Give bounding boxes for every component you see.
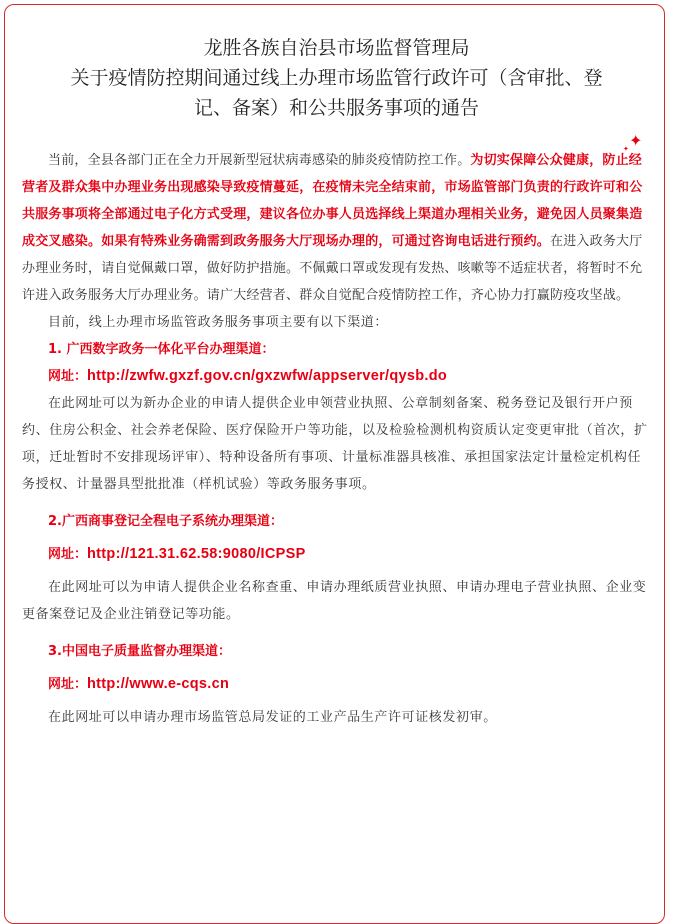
channels-intro: 目前，线上办理市场监管政务服务事项主要有以下渠道： — [48, 315, 389, 330]
channel-1-url-line — [22, 363, 652, 390]
channel-1-heading: 1. 广西数字政务一体化平台办理渠道： — [48, 342, 275, 357]
channel-2-description: 在此网址可以为申请人提供企业名称查重、申请办理纸质营业执照、申请办理电子营业执照、企业变更备案登记及企业注销登记等功能。 — [22, 580, 647, 622]
intro-text-a: 当前，全县各部门正在全力开展新型冠状病毒感染的肺炎疫情防控工作。 — [48, 153, 471, 168]
channel-1-url-label: 网址： — [48, 369, 88, 384]
notice-title-line-1: 龙胜各族自治县市场监督管理局 — [203, 37, 470, 59]
sparkle-icon: ✦ — [629, 131, 643, 150]
channel-3-heading: 3.中国电子质量监督办理渠道： — [48, 644, 231, 659]
channel-3-url-label: 网址： — [48, 677, 88, 692]
intro-text-b: 在进入政务大厅办理业务时，请自觉佩戴口罩，做好防护措施。不佩戴口罩或发现有发热、咳嗽等不适症状者，将暂时不允许进入政务服务大厅办理业务。请广大经营者、群众自觉配合疫情防控工作，齐心协力打赢防疫攻坚战。 — [22, 234, 643, 303]
channel-1-url-link[interactable]: http://zwfw.gxzf.gov.cn/gxzwfw/appserver/qysb.do — [87, 368, 448, 384]
channel-2-url-link[interactable]: http://121.31.62.58:9080/ICPSP — [87, 546, 306, 562]
channel-1-description: 在此网址可以为新办企业的申请人提供企业申领营业执照、公章制刻备案、税务登记及银行开户预约、住房公积金、社会养老保险、医疗保险开户等功能，以及检验检测机构资质认定变更审批（首次，扩项，迁址暂时不安排现场评审）、特种设备所有事项、计量标准器具核准、承担国家法定计量检定机构任务授权、计量器具型批批准（样机试验）等政务服务事项。 — [22, 396, 648, 492]
small-sparkle-icon: ✦ — [623, 145, 629, 153]
notice-title-line-2: 关于疫情防控期间通过线上办理市场监管行政许可（含审批、登 — [70, 67, 603, 89]
intro-emphasis: 为切实保障公众健康，防止经营者及群众集中办理业务出现感染导致疫情蔓延，在疫情未完全结束前，市场监管部门负责的行政许可和公共服务事项将全部通过电子化方式受理，建议各位办事人员选择线上渠道办理相关业务，避免因人员聚集造成交叉感染。如果有特殊业务确需到政务服务大厅现场办理的，可通过咨询电话进行预约。 — [22, 153, 643, 249]
channel-2-url-line — [22, 541, 652, 568]
channel-3-url-link[interactable]: http://www.e-cqs.cn — [87, 676, 230, 692]
notice-title-line-3: 记、备案）和公共服务事项的通告 — [193, 97, 479, 119]
channel-3-description: 在此网址可以申请办理市场监管总局发证的工业产品生产许可证核发初审。 — [48, 710, 497, 725]
channel-2-url-label: 网址： — [48, 547, 88, 562]
channel-3-url-line — [22, 671, 652, 698]
channel-2-heading: 2.广西商事登记全程电子系统办理渠道： — [48, 514, 283, 529]
article-body — [22, 147, 652, 731]
intro-paragraph — [22, 147, 652, 309]
